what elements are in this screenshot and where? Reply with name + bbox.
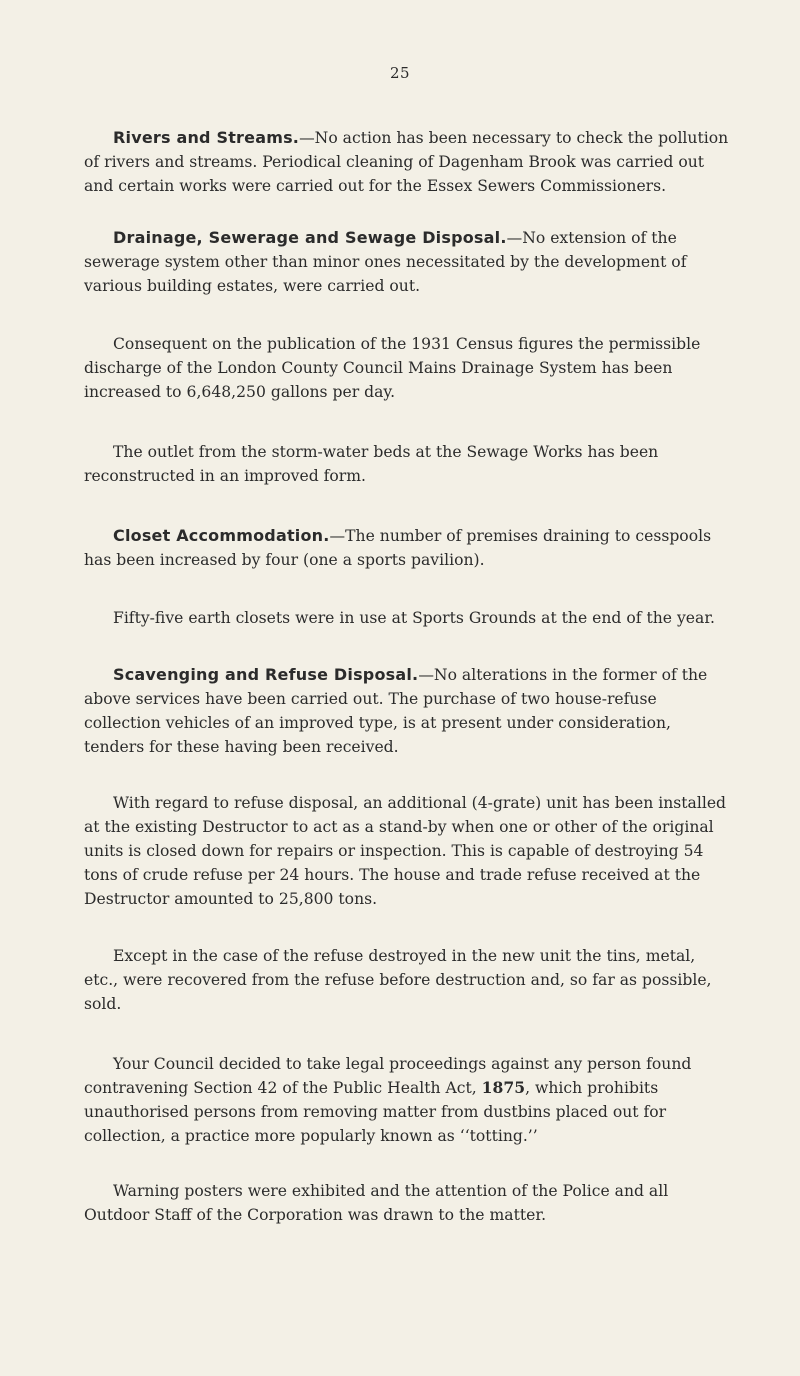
paragraph-text: , which prohibits unauthorised persons from removing matter from dustbins placed out for collection, a practice more popularly known as ‘‘totting.’’ <box>84 1079 667 1145</box>
paragraph-text: With regard to refuse disposal, an additional (4-grate) unit has been installed at the existing Destructor to act as a stand-by when one or other of the original units is closed down for repairs or inspection. This is capable of destroying 54 tons of crude refuse per 24 hours. The house and trade refuse received at the Destructor amounted to 25,800 tons. <box>84 794 727 908</box>
page-number: 25 <box>389 64 411 82</box>
paragraph-text: —The number of premises draining to cesspools has been increased by four (one a sports pavilion). <box>84 527 712 569</box>
paragraph-text: —No action has been necessary to check the pollution of rivers and streams. Periodical cleaning of Dagenham Brook was carried out and certain works were carried out for the Essex Sewers Commissioners. <box>84 129 729 195</box>
paragraph-earth-closets <box>84 606 732 630</box>
paragraph-census-discharge <box>84 332 732 404</box>
act-year: 1875 <box>481 1078 526 1097</box>
section-heading-rivers-and-streams: Rivers and Streams. <box>113 128 300 147</box>
paragraph-text: Your Council decided to take legal proceedings against any person found contravening Section 42 of the Public Health Act, <box>84 1055 692 1097</box>
paragraph-rivers-and-streams <box>84 126 732 198</box>
paragraph-metal-recovery <box>84 944 732 1016</box>
paragraph-text: —No alterations in the former of the above services have been carried out. The purchase of two house-refuse collection vehicles of an improved type, is at present under consideration, tenders for these having been received. <box>84 666 708 756</box>
section-heading-drainage-sewerage: Drainage, Sewerage and Sewage Disposal. <box>113 228 507 247</box>
paragraph-closet-accommodation <box>84 524 732 572</box>
paragraph-text: Consequent on the publication of the 1931 Census figures the permissible discharge of the London County Council Mains Drainage System has been increased to 6,648,250 gallons per day. <box>84 335 701 401</box>
paragraph-storm-water-outlet <box>84 440 732 488</box>
paragraph-text: Warning posters were exhibited and the attention of the Police and all Outdoor Staff of the Corporation was drawn to the matter. <box>84 1182 669 1224</box>
paragraph-legal-proceedings <box>84 1052 732 1148</box>
paragraph-warning-posters <box>84 1179 732 1227</box>
paragraph-text: Fifty-five earth closets were in use at Sports Grounds at the end of the year. <box>113 609 716 627</box>
paragraph-text: Except in the case of the refuse destroyed in the new unit the tins, metal, etc., were recovered from the refuse before destruction and, so far as possible, sold. <box>84 947 712 1013</box>
paragraph-drainage-sewerage <box>84 226 732 298</box>
section-heading-closet-accommodation: Closet Accommodation. <box>113 526 330 545</box>
paragraph-text: The outlet from the storm-water beds at the Sewage Works has been reconstructed in an improved form. <box>84 443 659 485</box>
paragraph-scavenging-refuse <box>84 663 732 759</box>
document-body <box>84 126 732 1263</box>
section-heading-scavenging-refuse: Scavenging and Refuse Disposal. <box>113 665 419 684</box>
paragraph-text: —No extension of the sewerage system other than minor ones necessitated by the development of various building estates, were carried out. <box>84 229 687 295</box>
paragraph-refuse-disposal-unit <box>84 791 732 911</box>
